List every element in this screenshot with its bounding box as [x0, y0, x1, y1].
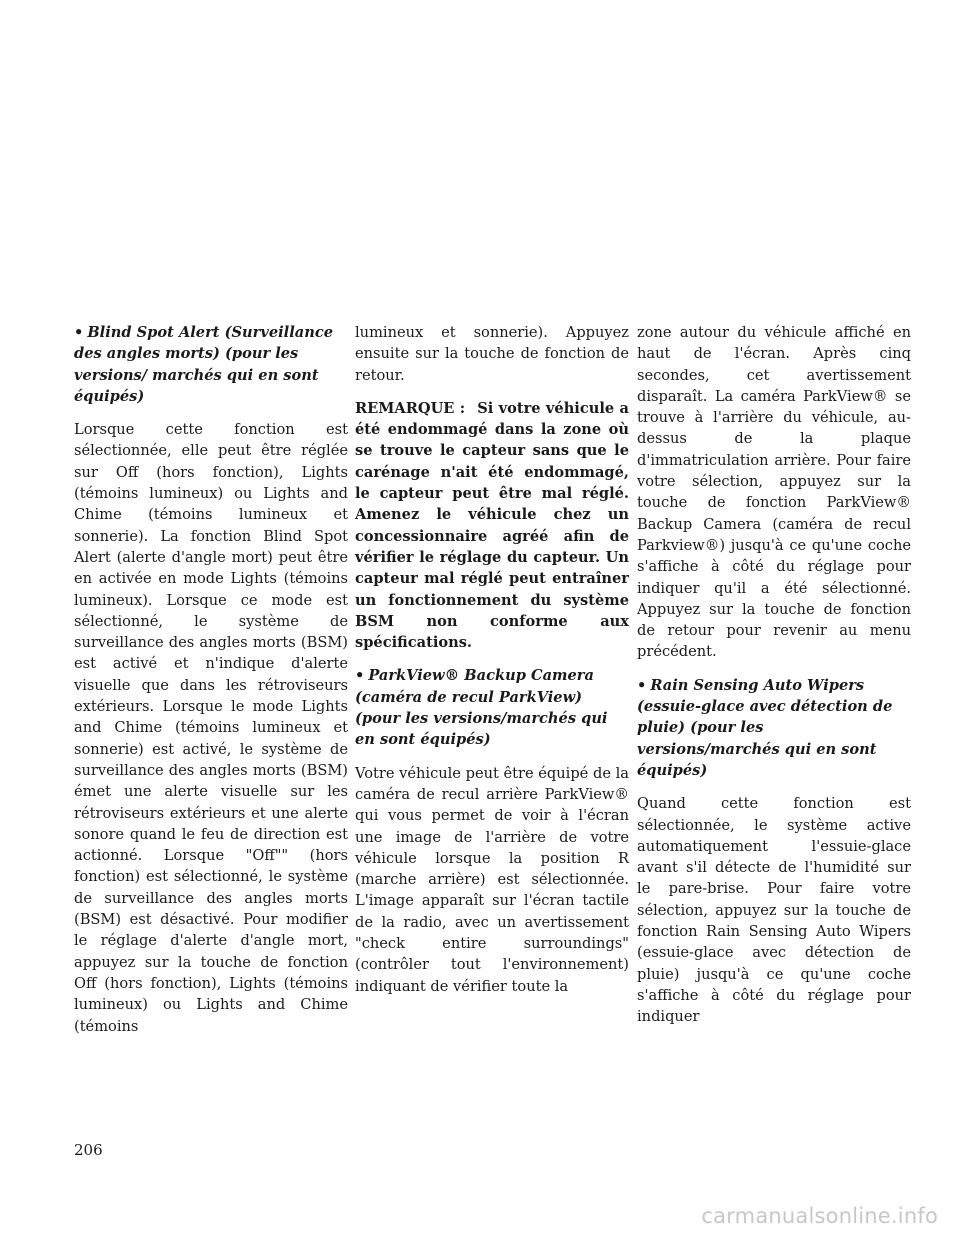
column-2	[355, 322, 629, 1009]
body-paragraph: zone autour du véhicule affiché en haut de l'écran. Après cinq secondes, cet avertissement disparaît. La caméra ParkView® se trouve à l'arrière du véhicule, au-dessus de la plaque d'immatriculation arrière. Pour faire votre sélection, appuyez sur la touche de fonction ParkView® Backup Camera (caméra de recul Parkview®) jusqu'à ce qu'une coche s'affiche à côté du réglage pour indiquer qu'il a été sélectionné. Appuyez sur la touche de fonction de retour pour revenir au menu précédent.	[637, 324, 911, 661]
body-paragraph: lumineux et sonnerie). Appuyez ensuite sur la touche de fonction de retour.	[355, 324, 629, 384]
bullet-icon: •	[637, 676, 647, 694]
heading-text: Rain Sensing Auto Wipers (essuie-glace avec détection de pluie) (pour les versions/marchés qui en sont équipés)	[637, 676, 893, 779]
note-label: REMARQUE :	[355, 399, 466, 417]
column-1	[74, 322, 348, 1049]
page-number: 206	[74, 1141, 103, 1159]
column-3	[637, 322, 911, 1040]
body-paragraph: Quand cette fonction est sélectionnée, le système active automatiquement l'essuie-glace avant s'il détecte de l'humidité sur le pare-brise. Pour faire votre sélection, appuyez sur la touche de fonction Rain Sensing Auto Wipers (essuie-glace avec détection de pluie) jusqu'à ce qu'une coche s'affiche à côté du réglage pour indiquer	[637, 795, 911, 1026]
heading-text: Blind Spot Alert (Surveillance des angles morts) (pour les versions/ marchés qui en sont équipés)	[74, 324, 333, 405]
bullet-icon: •	[74, 324, 84, 341]
body-paragraph: Votre véhicule peut être équipé de la caméra de recul arrière ParkView® qui vous permet de voir à l'écran une image de l'arrière de votre véhicule lorsque la position R (marche arrière) est sélectionnée. L'image apparaît sur l'écran tactile de la radio, avec un avertissement "check entire surroundings" (contrôler tout l'environnement) indiquant de vérifier toute la	[355, 764, 629, 995]
section-heading-blind-spot-alert	[74, 322, 348, 407]
section-heading-rain-sensing-wipers	[637, 675, 911, 781]
bullet-icon: •	[355, 667, 365, 685]
section-heading-parkview	[355, 665, 629, 750]
note-text: Si votre véhicule a été endommagé dans la zone où se trouve le capteur sans que le carénage n'ait été endommagé, le capteur peut être mal réglé. Amenez le véhicule chez un concessionnaire agréé afin de vérifier le réglage du capteur. Un capteur mal réglé peut entraîner un fonctionnement du système BSM non conforme aux spécifications.	[355, 399, 629, 652]
note-block	[355, 398, 629, 654]
body-paragraph: Lorsque cette fonction est sélectionnée, elle peut être réglée sur Off (hors fonction), Lights (témoins lumineux) ou Lights and Chime (témoins lumineux et sonnerie). La fonction Blind Spot Alert (alerte d'angle mort) peut être en activée en mode Lights (témoins lumineux). Lorsque ce mode est sélectionné, le système de surveillance des angles morts (BSM) est activé et n'indique d'alerte visuelle que dans les rétroviseurs extérieurs. Lorsque le mode Lights and Chime (témoins lumineux et sonnerie) est activé, le système de surveillance des angles morts (BSM) émet une alerte visuelle sur les rétroviseurs extérieurs et une alerte sonore quand le feu de direction est actionné. Lorsque "Off"" (hors fonction) est sélectionné, le système de surveillance des angles morts (BSM) est désactivé. Pour modifier le réglage d'alerte d'angle mort, appuyez sur la touche de fonction Off (hors fonction), Lights (témoins lumineux) ou Lights and Chime (témoins	[74, 421, 348, 1035]
watermark: carmanualsonline.info	[701, 1204, 938, 1228]
heading-text: ParkView® Backup Camera (caméra de recul ParkView) (pour les versions/marchés qui en sont équipés)	[355, 667, 608, 749]
